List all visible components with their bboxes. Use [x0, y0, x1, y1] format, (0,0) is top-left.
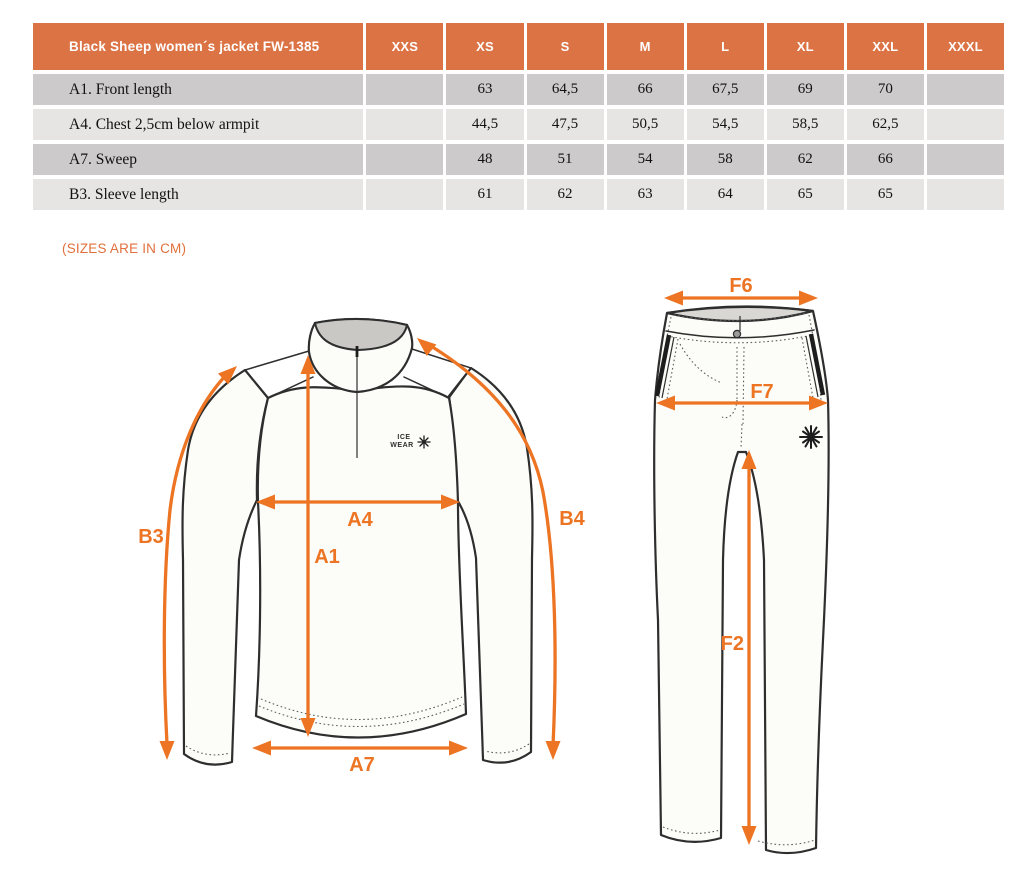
waist-button	[733, 330, 740, 337]
jacket-left-sleeve	[183, 370, 268, 765]
cell-value: 62,5	[847, 109, 924, 140]
pants-drawing	[654, 306, 828, 853]
cell-value	[366, 179, 443, 210]
cell-value: 64,5	[527, 74, 604, 105]
cell-value: 66	[607, 74, 684, 105]
cell-value: 48	[446, 144, 523, 175]
cell-value: 54	[607, 144, 684, 175]
cell-value: 44,5	[446, 109, 523, 140]
cell-value: 63	[607, 179, 684, 210]
logo-text-line1: ICE	[397, 434, 411, 441]
table-row	[33, 109, 1004, 140]
size-header-l: L	[687, 23, 764, 70]
cell-value: 61	[446, 179, 523, 210]
logo-snowflake-icon	[418, 436, 430, 448]
cell-value: 66	[847, 144, 924, 175]
table-title: Black Sheep women´s jacket FW-1385	[33, 23, 363, 70]
cell-value	[366, 109, 443, 140]
table-row	[33, 144, 1004, 175]
label-f2: F2	[720, 633, 744, 655]
cell-value: 62	[527, 179, 604, 210]
size-header-xl: XL	[767, 23, 844, 70]
size-header-m: M	[607, 23, 684, 70]
label-b3: B3	[138, 526, 164, 548]
table-row	[33, 74, 1004, 105]
cell-value	[927, 109, 1004, 140]
sizes-unit-note: (SIZES ARE IN CM)	[62, 241, 187, 256]
cell-value: 70	[847, 74, 924, 105]
jacket-drawing	[183, 319, 533, 765]
table-header-row	[33, 23, 1004, 70]
cell-value	[366, 74, 443, 105]
label-f6: F6	[729, 275, 753, 297]
label-a7: A7	[349, 754, 375, 776]
size-header-xxl: XXL	[847, 23, 924, 70]
row-label: A7. Sweep	[33, 144, 363, 175]
size-header-xxs: XXS	[366, 23, 443, 70]
cell-value: 65	[767, 179, 844, 210]
label-a1: A1	[314, 546, 340, 568]
cell-value: 64	[687, 179, 764, 210]
label-b4: B4	[559, 508, 585, 530]
measurement-diagrams	[0, 270, 1032, 887]
cell-value: 58,5	[767, 109, 844, 140]
row-label: B3. Sleeve length	[33, 179, 363, 210]
cell-value: 50,5	[607, 109, 684, 140]
size-header-xxxl: XXXL	[927, 23, 1004, 70]
row-label: A1. Front length	[33, 74, 363, 105]
cell-value: 63	[446, 74, 523, 105]
cell-value: 58	[687, 144, 764, 175]
cell-value: 47,5	[527, 109, 604, 140]
cell-value: 62	[767, 144, 844, 175]
table-row	[33, 179, 1004, 210]
measure-a7-arrow	[252, 741, 468, 777]
cell-value	[927, 144, 1004, 175]
logo-text-line2: WEAR	[390, 442, 414, 449]
cell-value: 65	[847, 179, 924, 210]
cell-value: 69	[767, 74, 844, 105]
cell-value: 54,5	[687, 109, 764, 140]
pants-body	[654, 306, 828, 853]
cell-value: 51	[527, 144, 604, 175]
size-table	[30, 19, 1007, 214]
label-a4: A4	[347, 509, 373, 531]
size-header-s: S	[527, 23, 604, 70]
cell-value	[366, 144, 443, 175]
label-f7: F7	[750, 381, 774, 403]
row-label: A4. Chest 2,5cm below armpit	[33, 109, 363, 140]
size-header-xs: XS	[446, 23, 523, 70]
cell-value	[927, 179, 1004, 210]
cell-value: 67,5	[687, 74, 764, 105]
jacket-body	[256, 386, 466, 737]
measure-f6-arrow	[664, 275, 818, 306]
cell-value	[927, 74, 1004, 105]
